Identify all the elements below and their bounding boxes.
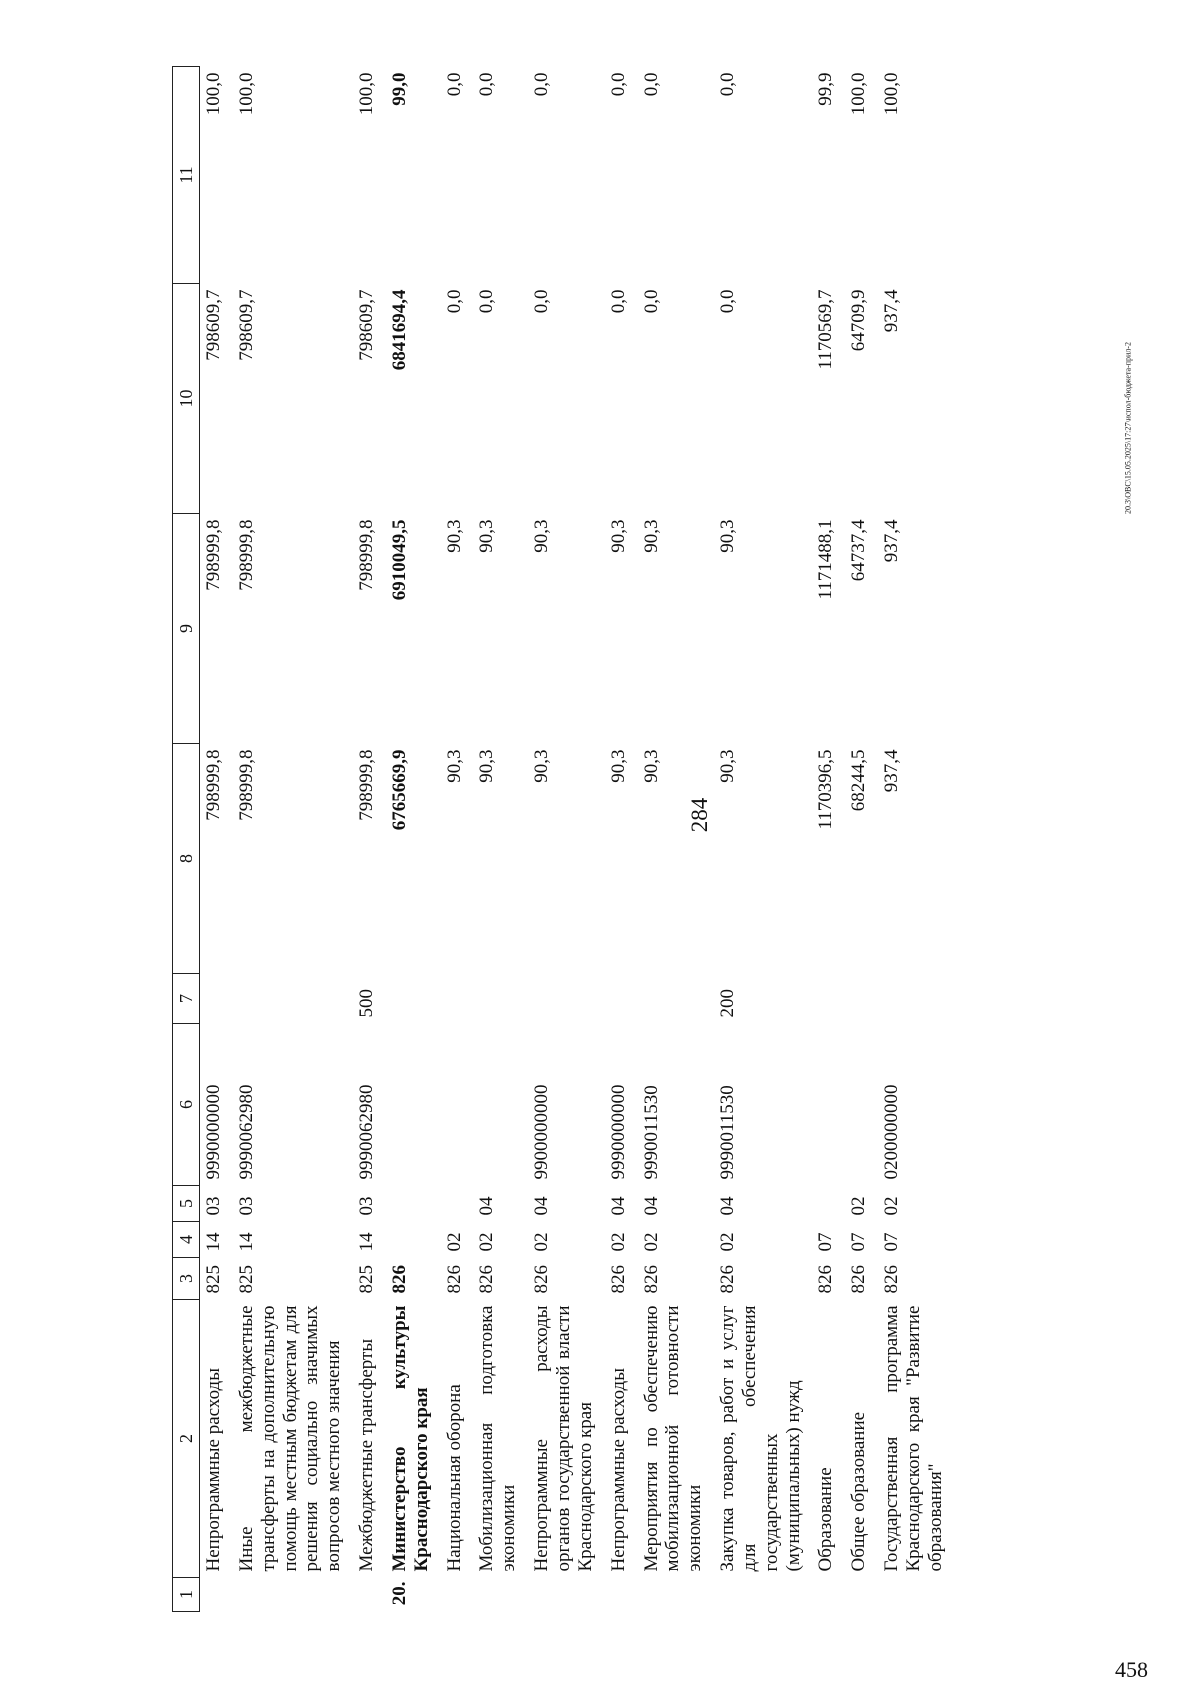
section-code-cell: 07 [848, 1232, 870, 1252]
subsection-code-cell: 04 [717, 1196, 739, 1216]
planned-amount-cell: 937,4 [881, 519, 903, 563]
expense-type-cell [605, 974, 638, 1024]
execution-percent-cell: 0,0 [640, 72, 662, 97]
table-row [528, 67, 605, 1612]
document-footer-path: 20.3\ОВС\15.05.2025\17:27\испол-бюджета-прил-2 [1123, 342, 1133, 514]
section-code-cell: 14 [235, 1232, 257, 1252]
description-cell: Иные межбюджетные трансферты на дополнительную помощь местным бюджетам для решения социально значимых вопросов местного значения [235, 1305, 345, 1572]
execution-percent-cell: 0,0 [607, 72, 629, 97]
execution-percent-cell: 0,0 [717, 72, 739, 97]
column-header-6: 6 [173, 1024, 200, 1186]
row-number-cell [605, 1578, 638, 1612]
ministry-code-cell: 826 [476, 1265, 498, 1294]
planned-amount-cell: 64737,4 [848, 519, 870, 582]
planned-amount-cell: 1171488,1 [815, 519, 837, 600]
expense-type-cell [233, 974, 353, 1024]
column-header-9: 9 [173, 514, 200, 744]
row-number-cell [200, 1578, 233, 1612]
planned-amount-cell: 90,3 [607, 519, 629, 553]
subsection-code-cell [812, 1186, 845, 1222]
approved-amount-cell: 6765669,9 [388, 749, 410, 831]
target-article-cell [386, 1024, 441, 1186]
column-header-10: 10 [173, 284, 200, 514]
section-code-cell: 02 [607, 1232, 629, 1252]
ministry-code-cell: 825 [203, 1265, 224, 1294]
row-number-cell [638, 1578, 715, 1612]
ministry-code-cell: 826 [388, 1265, 410, 1294]
table-row [386, 67, 441, 1612]
expense-type-cell [638, 974, 715, 1024]
column-header-7: 7 [173, 974, 200, 1024]
approved-amount-cell: 90,3 [476, 749, 498, 783]
section-code-cell: 14 [356, 1232, 378, 1252]
ministry-code-cell: 826 [531, 1265, 553, 1294]
target-article-cell: 9990011530 [717, 1085, 739, 1180]
executed-amount-cell: 0,0 [476, 289, 498, 314]
target-article-cell: 9990000000 [203, 1084, 224, 1180]
ministry-code-cell: 826 [717, 1265, 739, 1294]
ministry-code-cell: 826 [640, 1265, 662, 1294]
execution-percent-cell: 99,0 [388, 72, 410, 106]
execution-percent-cell: 100,0 [203, 72, 224, 116]
ministry-code-cell: 826 [607, 1265, 629, 1294]
executed-amount-cell: 1170569,7 [815, 289, 837, 370]
executed-amount-cell: 0,0 [717, 289, 739, 314]
column-header-3: 3 [173, 1258, 200, 1300]
executed-amount-cell: 798609,7 [235, 289, 257, 361]
column-header-11: 11 [173, 67, 200, 284]
execution-percent-cell: 100,0 [235, 72, 257, 116]
table-row [605, 67, 638, 1612]
row-number-cell [441, 1578, 474, 1612]
section-code-cell: 07 [815, 1232, 837, 1252]
table-row [714, 67, 812, 1612]
subsection-code-cell: 04 [476, 1196, 498, 1216]
target-article-cell [441, 1024, 474, 1186]
ministry-code-cell: 825 [235, 1265, 257, 1294]
ministry-code-cell: 826 [815, 1265, 837, 1294]
planned-amount-cell: 6910049,5 [388, 519, 410, 601]
row-number-cell [353, 1578, 386, 1612]
table-row [473, 67, 528, 1612]
table-body [200, 67, 955, 1612]
sheet-number: 458 [1115, 1657, 1148, 1682]
expense-type-cell [528, 974, 605, 1024]
ministry-code-cell: 826 [443, 1265, 465, 1294]
expense-type-cell [878, 974, 955, 1024]
subsection-code-cell: 02 [881, 1196, 903, 1216]
section-code-cell: 02 [476, 1232, 498, 1252]
executed-amount-cell: 937,4 [881, 289, 903, 333]
subsection-code-cell [386, 1186, 441, 1222]
subsection-code-cell [441, 1186, 474, 1222]
row-number-cell [845, 1578, 878, 1612]
target-article-cell [812, 1024, 845, 1186]
description-cell: Национальная оборона [443, 1384, 465, 1572]
executed-amount-cell: 798609,7 [203, 289, 224, 361]
expense-type-cell [386, 974, 441, 1024]
approved-amount-cell: 798999,8 [203, 749, 224, 821]
column-header-1: 1 [173, 1578, 200, 1612]
section-code-cell: 14 [203, 1232, 224, 1252]
approved-amount-cell: 90,3 [717, 749, 739, 783]
planned-amount-cell: 798999,8 [356, 519, 378, 591]
row-number-cell [812, 1578, 845, 1612]
target-article-cell: 9990011530 [640, 1085, 662, 1180]
subsection-code-cell: 04 [531, 1196, 553, 1216]
table-row [353, 67, 386, 1612]
execution-percent-cell: 99,9 [815, 72, 837, 106]
column-header-4: 4 [173, 1222, 200, 1258]
executed-amount-cell: 0,0 [443, 289, 465, 314]
expense-type-cell [441, 974, 474, 1024]
planned-amount-cell: 90,3 [640, 519, 662, 553]
target-article-cell [473, 1024, 528, 1186]
description-cell: Непрограммные расходы [607, 1368, 629, 1572]
ministry-code-cell: 826 [881, 1265, 903, 1294]
ministry-code-cell: 826 [848, 1265, 870, 1294]
planned-amount-cell: 90,3 [717, 519, 739, 553]
section-code-cell: 02 [640, 1232, 662, 1252]
target-article-cell: 0200000000 [881, 1084, 903, 1180]
approved-amount-cell: 798999,8 [356, 749, 378, 821]
execution-percent-cell: 0,0 [476, 72, 498, 97]
target-article-cell: 9900000000 [531, 1084, 553, 1180]
description-cell: Межбюджетные трансферты [356, 1338, 378, 1572]
execution-percent-cell: 100,0 [356, 72, 378, 116]
row-number-cell [233, 1578, 353, 1612]
description-cell: Мероприятия по обеспечению мобилизационной готовности экономики [640, 1305, 706, 1572]
table-row [200, 67, 233, 1612]
planned-amount-cell: 90,3 [531, 519, 553, 553]
expense-type-cell [812, 974, 845, 1024]
subsection-code-cell: 03 [356, 1196, 378, 1216]
executed-amount-cell: 0,0 [531, 289, 553, 314]
approved-amount-cell: 90,3 [607, 749, 629, 783]
approved-amount-cell: 90,3 [640, 749, 662, 783]
executed-amount-cell: 6841694,4 [388, 289, 410, 371]
approved-amount-cell: 798999,8 [235, 749, 257, 821]
section-code-cell: 02 [531, 1232, 553, 1252]
expense-type-cell: 500 [356, 989, 378, 1018]
executed-amount-cell: 0,0 [640, 289, 662, 314]
executed-amount-cell: 64709,9 [848, 289, 870, 352]
description-cell: Закупка товаров, работ и услуг для обеспечения государственных (муниципальных) нужд [717, 1305, 804, 1572]
budget-execution-table [172, 66, 955, 1612]
table-row [878, 67, 955, 1612]
executed-amount-cell: 0,0 [607, 289, 629, 314]
description-cell: Государственная программа Краснодарского края "Развитие образования" [881, 1305, 946, 1572]
approved-amount-cell: 68244,5 [848, 749, 870, 812]
table-row [233, 67, 353, 1612]
approved-amount-cell: 90,3 [531, 749, 553, 783]
section-code-cell [386, 1222, 441, 1258]
table-row [845, 67, 878, 1612]
row-number-cell [878, 1578, 955, 1612]
target-article-cell: 9990062980 [356, 1084, 378, 1180]
expense-type-cell [473, 974, 528, 1024]
table-row [638, 67, 715, 1612]
planned-amount-cell: 798999,8 [235, 519, 257, 591]
column-header-5: 5 [173, 1186, 200, 1222]
subsection-code-cell: 03 [235, 1196, 257, 1216]
approved-amount-cell: 937,4 [881, 749, 903, 793]
section-code-cell: 02 [443, 1232, 465, 1252]
expense-type-cell: 200 [717, 989, 739, 1018]
subsection-code-cell: 02 [848, 1196, 870, 1216]
description-cell: Министерство культуры Краснодарского края [388, 1305, 432, 1572]
subsection-code-cell: 04 [640, 1196, 662, 1216]
table-row [441, 67, 474, 1612]
execution-percent-cell: 0,0 [443, 72, 465, 97]
column-header-8: 8 [173, 744, 200, 974]
execution-percent-cell: 0,0 [531, 72, 553, 97]
planned-amount-cell: 798999,8 [203, 519, 224, 591]
table-row [812, 67, 845, 1612]
page-number: 284 [687, 797, 712, 833]
description-cell: Непрограммные расходы [203, 1368, 224, 1572]
execution-percent-cell: 100,0 [848, 72, 870, 116]
target-article-cell: 9990062980 [235, 1084, 257, 1180]
subsection-code-cell: 04 [607, 1196, 629, 1216]
description-cell: Образование [815, 1467, 837, 1572]
row-number-cell [714, 1578, 812, 1612]
description-cell: Мобилизационная подготовка экономики [476, 1305, 520, 1572]
section-code-cell: 07 [881, 1232, 903, 1252]
row-number-cell [473, 1578, 528, 1612]
budget-table-container [172, 67, 1066, 1612]
row-number-cell [528, 1578, 605, 1612]
execution-percent-cell: 100,0 [881, 72, 903, 116]
approved-amount-cell: 90,3 [443, 749, 465, 783]
approved-amount-cell: 1170396,5 [815, 749, 837, 830]
ministry-code-cell: 825 [356, 1265, 378, 1294]
section-code-cell: 02 [717, 1232, 739, 1252]
row-number-cell: 20. [388, 1581, 410, 1606]
target-article-cell: 9990000000 [607, 1084, 629, 1180]
column-header-2: 2 [173, 1300, 200, 1578]
planned-amount-cell: 90,3 [476, 519, 498, 553]
table-header-row [173, 67, 200, 1612]
expense-type-cell [200, 974, 233, 1024]
description-cell: Непрограммные расходы органов государственной власти Краснодарского края [531, 1305, 596, 1572]
target-article-cell [845, 1024, 878, 1186]
planned-amount-cell: 90,3 [443, 519, 465, 553]
description-cell: Общее образование [848, 1411, 870, 1572]
subsection-code-cell: 03 [203, 1196, 224, 1216]
executed-amount-cell: 798609,7 [356, 289, 378, 361]
expense-type-cell [845, 974, 878, 1024]
